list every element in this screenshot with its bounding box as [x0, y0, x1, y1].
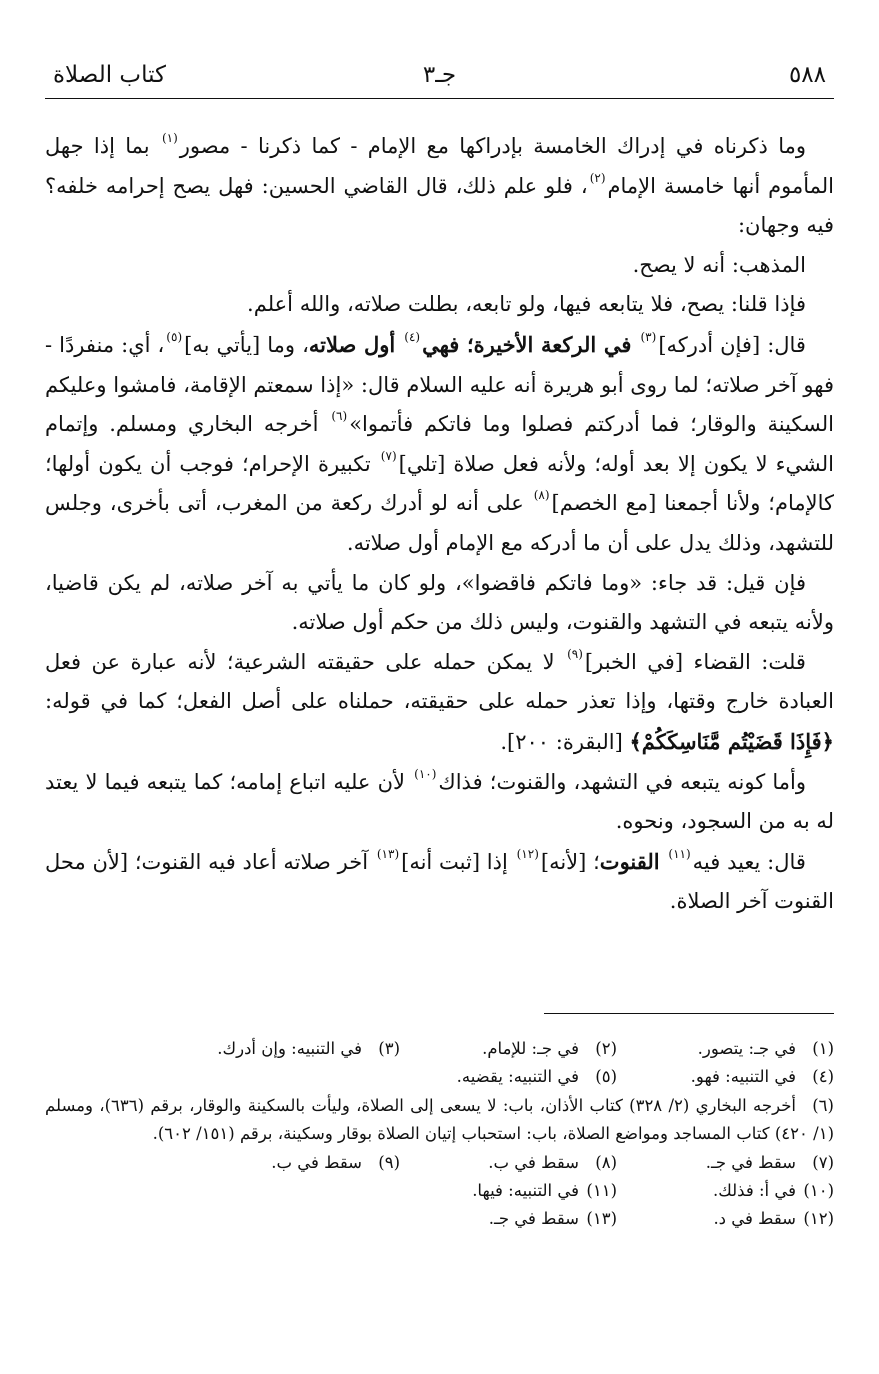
footnote-number: (٩) — [378, 1152, 400, 1172]
text-run: لأن عليه اتباع إمامه؛ كما يتبعه فيما لا يعتد له به من السجود، ونحوه. — [45, 769, 834, 834]
page-number: ٥٨٨ — [788, 62, 826, 88]
footnote-ref: (٤) — [404, 329, 421, 344]
footnote-ref: (٥) — [166, 329, 183, 344]
footnote-text: سقط في ب. — [271, 1152, 362, 1172]
footnote — [400, 1149, 617, 1177]
footnote-number: (٦) — [812, 1095, 834, 1115]
paragraph-8 — [45, 842, 834, 922]
paragraph-2: المذهب: أنه لا يصح. — [632, 252, 806, 277]
footnote-number: (٧) — [812, 1152, 834, 1172]
footnote-text: سقط في جـ. — [705, 1152, 796, 1172]
footnote — [400, 1177, 617, 1205]
text-run: ، فلو علم ذلك، قال القاضي الحسين: فهل يصح إحرامه خلفه؟ فيه وجهان: — [45, 173, 834, 238]
paragraph-5: فإن قيل: قد جاء: «وما فاتكم فاقضوا»، ولو كان ما يأتي به آخر صلاته، لم يكن قاضيا، ولأنه يتبعه في التشهد والقنوت، وليس ذلك من حكم أول صلاته. — [45, 570, 834, 635]
bold-text-run: في الركعة الأخيرة؛ فهي — [422, 331, 632, 357]
text-run: لا يمكن حمله على حقيقته الشرعية؛ لأنه عبارة عن فعل العبادة خارج وقتها، وإذا تعذر حمله على حقيقته، حملناه على أصل الفعل؛ كما في قوله: — [45, 649, 834, 714]
footnote-text: في جـ: للإمام. — [482, 1039, 579, 1058]
footnote-row — [45, 1063, 834, 1091]
text-run: قال: يعيد فيه — [692, 849, 806, 874]
footnote-text: في التنبيه: يقضيه. — [456, 1067, 579, 1087]
text-run: قال: [فإن أدركه] — [658, 332, 806, 357]
quran-verse: ﴿فَإِذَا قَضَيْتُم مَّنَاسِكَكُمْ﴾ — [629, 728, 834, 754]
footnote-row — [45, 1205, 834, 1233]
text-run: تكبيرة الإحرام؛ فوجب أن يكون أولها؛ كالإمام؛ ولأنا أجمعنا [مع الخصم] — [45, 451, 834, 516]
footnote-ref: (٩) — [567, 646, 583, 661]
footnote — [617, 1063, 834, 1091]
paragraph-3: فإذا قلنا: يصح، فلا يتابعه فيها، ولو تابعه، بطلت صلاته، والله أعلم. — [247, 292, 806, 317]
footnote-text: في التنبيه: فيها. — [472, 1181, 579, 1201]
footnote-number: (٤) — [812, 1067, 834, 1087]
text-run: وأما كونه يتبعه في التشهد، والقنوت؛ فذاك — [438, 769, 806, 794]
footnote — [617, 1035, 834, 1063]
footnote — [183, 1149, 400, 1177]
bold-text-run: القنوت — [599, 848, 660, 874]
text-run: على أنه لو أدرك ركعة من المغرب، أتى بأخرى، وجلس للتشهد، وذلك يدل على أن ما أدركه مع الإمام أول صلاته. — [45, 491, 834, 555]
footnote-ref: (٧) — [380, 448, 397, 463]
book-title: كتاب الصلاة — [53, 62, 166, 88]
footnote-text: سقط في د. — [713, 1209, 796, 1229]
footnote-ref: (٢) — [589, 170, 606, 185]
footnote-row — [45, 1177, 834, 1205]
text-run: ، أي: منفردًا - فهو آخر صلاته؛ لما روى أبو هريرة أنه عليه السلام قال: «إذا سمعتم الإقامة، فامشوا وعليكم السكينة والوقار؛ فما أدركتم فصلوا وما فاتكم فأتموا» — [45, 332, 834, 437]
footnote — [617, 1149, 834, 1177]
footnote-text: سقط في جـ. — [488, 1209, 579, 1229]
volume-label: جـ٣ — [422, 62, 457, 88]
text-run: وما ذكرناه في إدراك الخامسة بإدراكها مع الإمام - كما ذكرنا - مصور — [179, 134, 806, 158]
footnote-ref: (٣) — [640, 329, 657, 344]
paragraph-4 — [45, 325, 834, 564]
text-run: قلت: القضاء [في الخبر] — [584, 649, 806, 674]
text-run: ؛ [لأنه] — [540, 849, 600, 874]
footnote-number: (١٠) — [803, 1181, 834, 1201]
bold-text-run: أول صلاته — [308, 331, 396, 357]
footnote-ref: (١٢) — [516, 846, 539, 861]
footnote-number: (٥) — [595, 1067, 617, 1087]
footnote-ref: (٨) — [533, 488, 550, 503]
text-run: أخرجه البخاري ومسلم. وإتمام الشيء لا يكون إلا بعد أوله؛ ولأنه فعل صلاة [تلي] — [45, 412, 835, 476]
footnote-divider — [544, 1013, 834, 1014]
footnote-ref: (١٠) — [414, 766, 437, 781]
footnote-text: سقط في ب. — [488, 1152, 579, 1172]
footnote — [400, 1035, 617, 1063]
text-run: بما إذا جهل المأموم أنها خامسة الإمام — [45, 134, 834, 198]
footnote-number: (١٢) — [803, 1209, 834, 1229]
text-run: إذا [ثبت أنه] — [401, 849, 508, 874]
footnote-number: (١) — [812, 1039, 834, 1058]
paragraph-1 — [45, 127, 834, 246]
footnote-text: في أ: فذلك. — [713, 1181, 796, 1201]
footnote-text: أخرجه البخاري (٢/ ٣٢٨) كتاب الأذان، باب: لا يسعى إلى الصلاة، وليأت بالسكينة والوقار، برقم (٦٣٦)، ومسلم (١/ ٤٢٠) كتاب المساجد ومواضع الصلاة، باب: استحباب إتيان الصلاة بوقار وسكينة، برقم (١٥١/ ٦٠٢). — [45, 1095, 834, 1144]
page-header — [45, 50, 834, 99]
footnote — [617, 1205, 834, 1233]
footnote-ref: (١١) — [668, 846, 691, 861]
footnote-number: (١١) — [586, 1181, 617, 1201]
footnote — [183, 1035, 400, 1063]
text-run: [البقرة: ٢٠٠]. — [500, 729, 623, 754]
footnote-number: (٣) — [378, 1039, 400, 1058]
footnote-number: (٢) — [595, 1039, 617, 1058]
text-run: آخر صلاته أعاد فيه القنوت؛ [لأن محل القنوت آخر الصلاة. — [45, 849, 834, 914]
footnote-ref: (١) — [161, 131, 178, 145]
footnote — [400, 1063, 617, 1091]
footnote-number: (٨) — [595, 1152, 617, 1172]
footnote — [617, 1177, 834, 1205]
text-run: ، وما [يأتي به] — [184, 332, 309, 357]
footnote — [400, 1205, 617, 1233]
footnote-row — [45, 1149, 834, 1177]
footnote-number: (١٣) — [586, 1209, 617, 1229]
footnote — [45, 1092, 834, 1149]
footnote-text: في التنبيه: فهو. — [690, 1067, 796, 1087]
footnote-ref: (١٣) — [376, 846, 400, 861]
footnote-row — [45, 1035, 834, 1063]
paragraph-6 — [45, 643, 834, 763]
footnote-ref: (٦) — [331, 409, 348, 424]
footnote-text: في جـ: يتصور. — [697, 1039, 796, 1058]
main-text — [45, 127, 834, 922]
footnote-text: في التنبيه: وإن أدرك. — [217, 1039, 362, 1058]
footnotes — [45, 1035, 834, 1234]
paragraph-7 — [45, 763, 834, 842]
